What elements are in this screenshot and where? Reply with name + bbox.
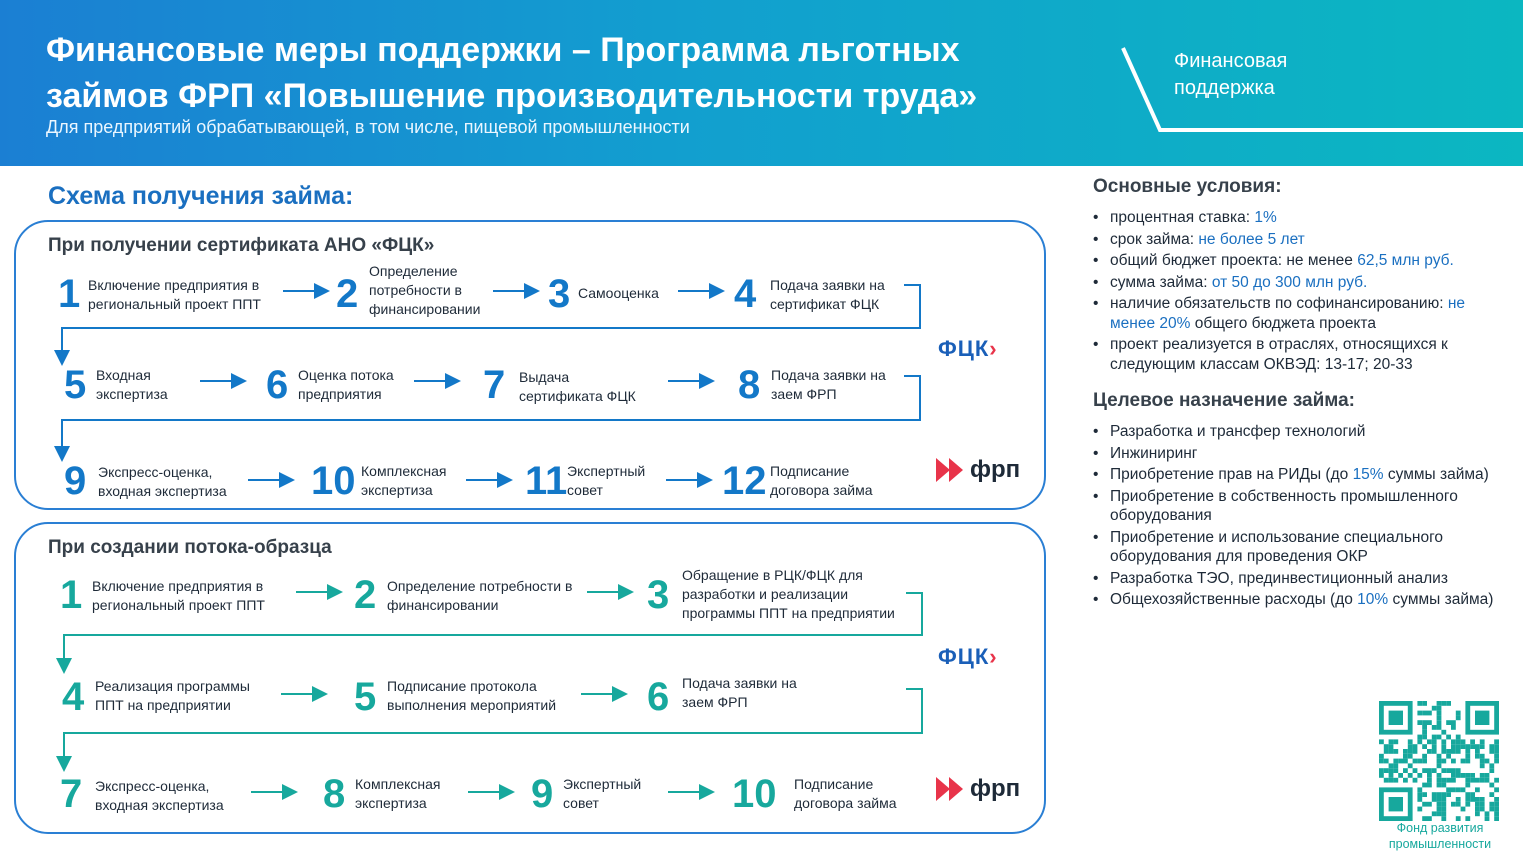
step-text: Подача заявки на заем ФРП	[771, 367, 886, 402]
step-number: 9	[64, 459, 87, 503]
frp-logo	[936, 775, 1020, 803]
step-number: 7	[483, 363, 506, 407]
panel-certificate-label: При получении сертификата АНО «ФЦК»	[48, 235, 435, 256]
list-item: • проект реализуется в отраслях, относящихся к следующим классам ОКВЭД: 13-17; 20-33	[1093, 335, 1503, 374]
step-number: 6	[647, 675, 670, 719]
list-item: • Приобретение прав на РИДы (до 15% суммы займа)	[1093, 465, 1503, 485]
step-number: 12	[722, 459, 767, 503]
step-text: Комплексная экспертиза	[355, 776, 441, 811]
page-title: Финансовые меры поддержки – Программа льготных займов ФРП «Повышение производительности труда»	[46, 31, 978, 115]
list-item: • Инжиниринг	[1093, 444, 1503, 464]
step-text: Выдача сертификата ФЦК	[519, 369, 636, 404]
fck-logo-text: ФЦК	[938, 644, 990, 669]
step-text: Входная экспертиза	[96, 367, 168, 402]
step-number: 2	[354, 573, 377, 617]
step-number: 5	[64, 363, 87, 407]
conditions-list	[1093, 208, 1503, 374]
step-text: Включение предприятия в региональный проект ППТ	[88, 277, 261, 312]
list-item: • общий бюджет проекта: не менее 62,5 млн руб.	[1093, 251, 1503, 271]
step-text: Определение потребности в финансировании	[369, 263, 481, 317]
step-text: Экспертный совет	[563, 776, 642, 811]
step-number: 7	[60, 772, 83, 816]
step-number: 1	[58, 272, 81, 316]
list-item: • Приобретение и использование специального оборудования для проведения ОКР	[1093, 528, 1503, 567]
step-text: Подписание протокола выполнения мероприятий	[387, 678, 557, 713]
step-number: 3	[548, 272, 571, 316]
conditions-title: Основные условия:	[1093, 176, 1282, 197]
step-text: Подписание договора займа	[770, 463, 873, 498]
step-text: Подача заявки на сертификат ФЦК	[770, 277, 885, 312]
conditions-column	[1093, 176, 1503, 612]
step-text: Обращение в РЦК/ФЦК для разработки и реализации программы ППТ на предприятии	[682, 567, 895, 621]
step-number: 4	[734, 272, 757, 316]
step-number: 8	[738, 363, 761, 407]
frp-arrows-icon	[936, 775, 966, 803]
step-text: Экспресс-оценка, входная экспертиза	[98, 464, 227, 499]
list-item: • Разработка и трансфер технологий	[1093, 422, 1503, 442]
step-number: 1	[60, 573, 83, 617]
step-number: 4	[62, 675, 85, 719]
step-number: 8	[323, 772, 346, 816]
step-text: Подписание договора займа	[794, 776, 897, 811]
qr-caption: Фонд развития промышленности	[1388, 821, 1492, 851]
list-item: • Разработка ТЭО, прединвестиционный анализ	[1093, 569, 1503, 589]
fck-logo: ФЦК›	[938, 336, 998, 361]
step-number: 10	[311, 459, 356, 503]
category-badge: Финансовая поддержка	[1174, 50, 1288, 99]
step-number: 9	[531, 772, 554, 816]
list-item: • сумма займа: от 50 до 300 млн руб.	[1093, 273, 1503, 293]
list-item: • наличие обязательств по софинансированию: не менее 20% общего бюджета проекта	[1093, 294, 1503, 333]
step-text: Реализация программы ППТ на предприятии	[95, 678, 250, 713]
scheme-title: Схема получения займа:	[48, 182, 354, 210]
step-number: 3	[647, 573, 670, 617]
fck-logo-text: ФЦК	[938, 336, 990, 361]
list-item: • Приобретение в собственность промышленного оборудования	[1093, 487, 1503, 526]
step-number: 11	[525, 459, 568, 503]
frp-logo-text: фрп	[970, 456, 1021, 483]
list-item: • процентная ставка: 1%	[1093, 208, 1503, 228]
step-text: Экспресс-оценка, входная экспертиза	[95, 778, 224, 813]
page-subtitle: Для предприятий обрабатывающей, в том числе, пищевой промышленности	[46, 117, 690, 137]
frp-logo-text: фрп	[970, 775, 1021, 802]
step-text: Экспертный совет	[567, 463, 646, 498]
step-text: Включение предприятия в региональный проект ППТ	[92, 578, 265, 613]
step-number: 10	[732, 772, 777, 816]
list-item: • срок займа: не более 5 лет	[1093, 230, 1503, 250]
list-item: • Общехозяйственные расходы (до 10% суммы займа)	[1093, 590, 1503, 610]
step-number: 6	[266, 363, 289, 407]
purpose-list	[1093, 422, 1503, 610]
step-number: 2	[336, 272, 359, 316]
qr-code	[1378, 701, 1500, 821]
fck-logo: ФЦК›	[938, 644, 998, 669]
step-text: Комплексная экспертиза	[361, 463, 447, 498]
step-text: Определение потребности в финансировании	[387, 578, 573, 613]
step-number: 5	[354, 675, 377, 719]
step-text: Подача заявки на заем ФРП	[682, 675, 797, 710]
panel-stream-sample-label: При создании потока-образца	[48, 537, 332, 558]
step-text: Оценка потока предприятия	[298, 367, 394, 402]
step-text: Самооценка	[578, 285, 659, 301]
purpose-title: Целевое назначение займа:	[1093, 390, 1355, 411]
